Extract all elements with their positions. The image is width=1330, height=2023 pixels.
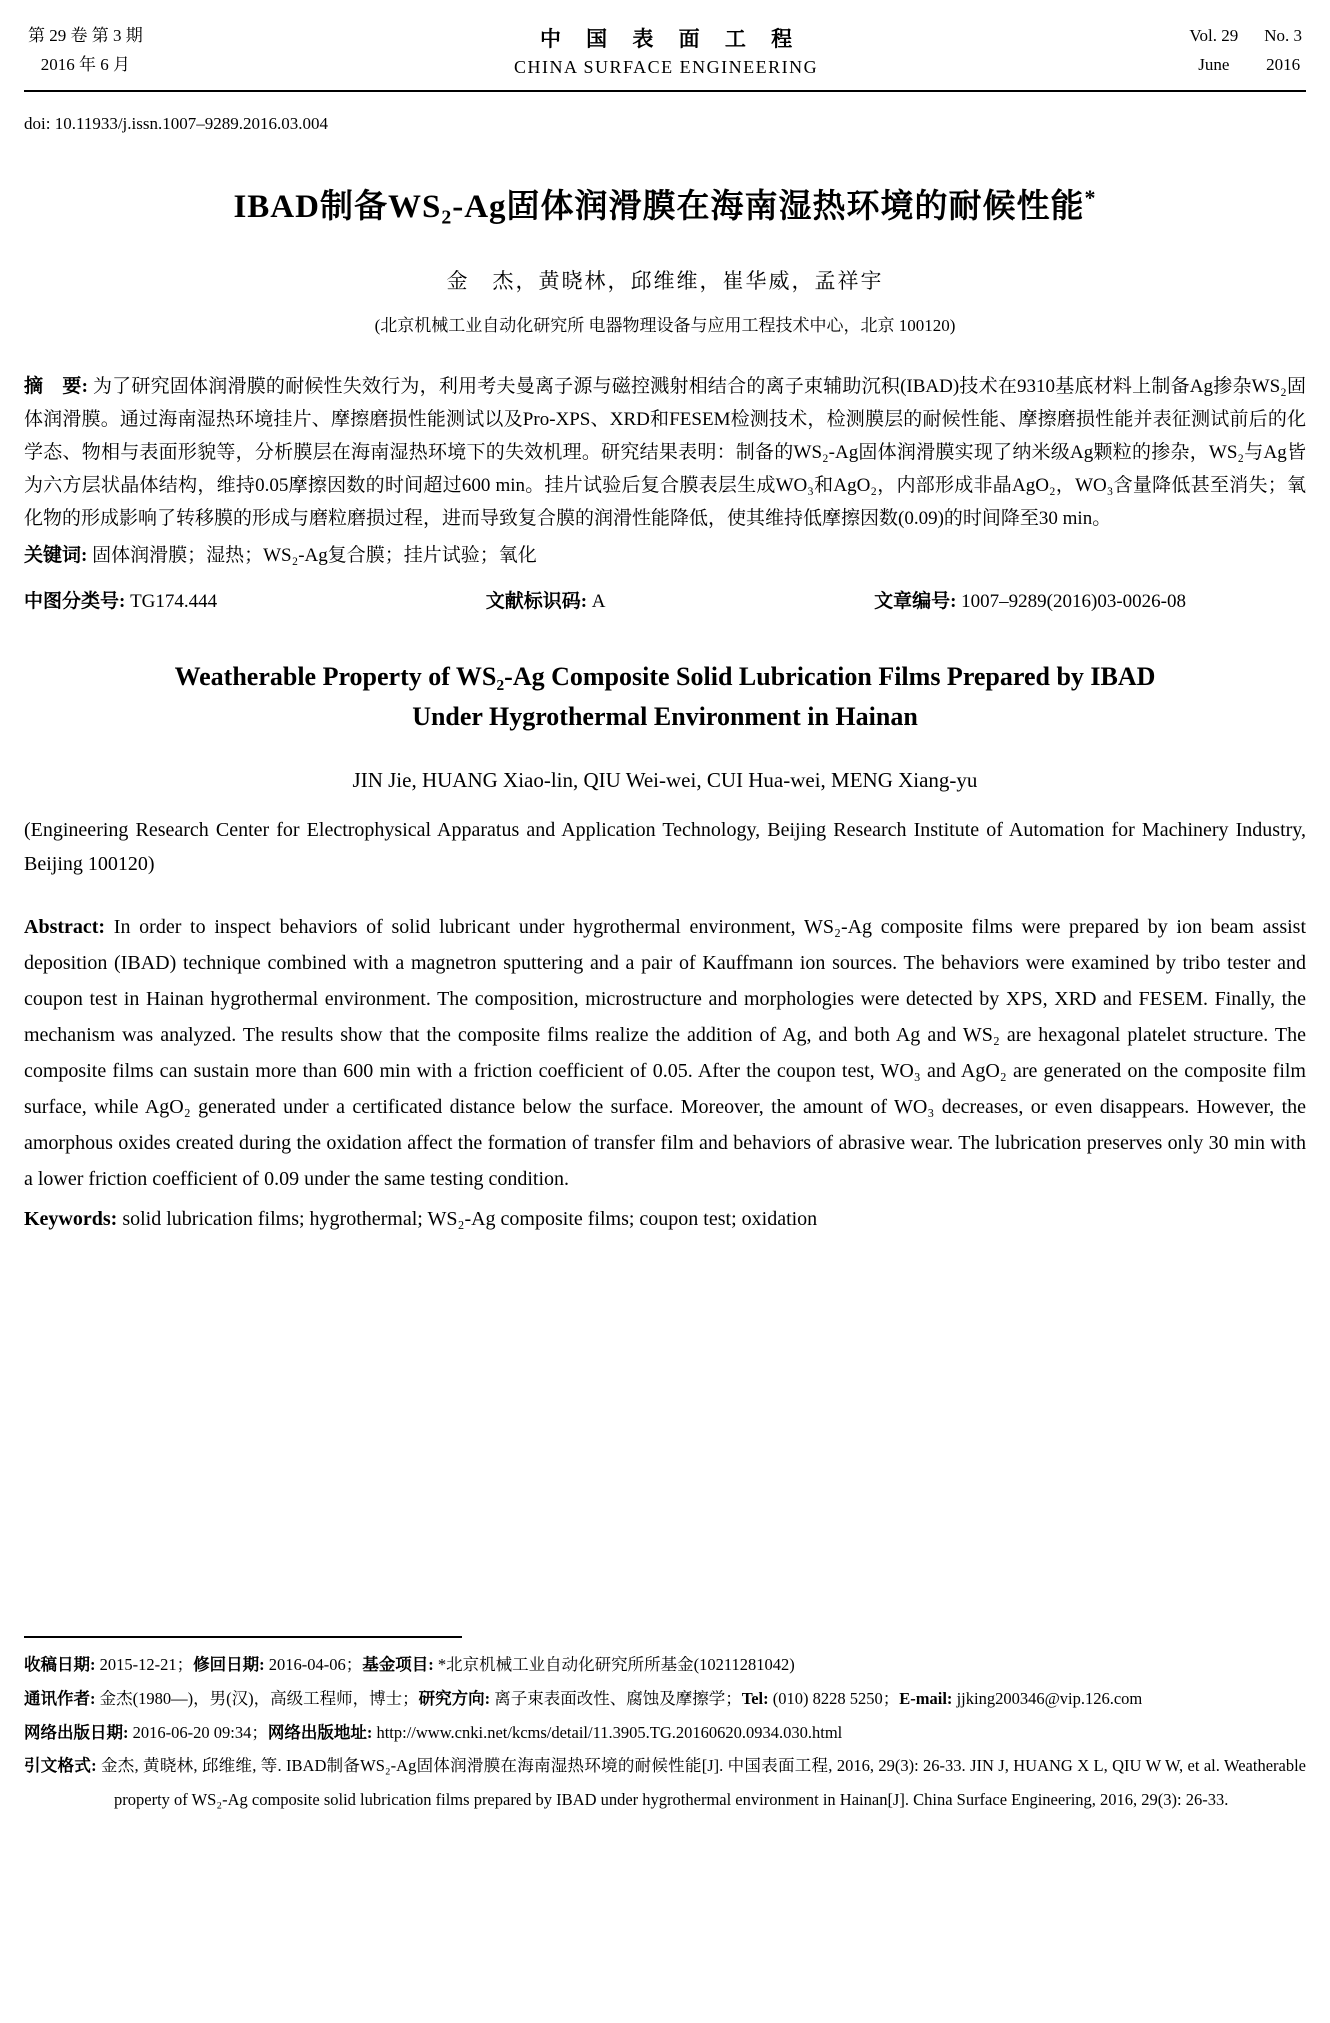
journal-name-zh: 中 国 表 面 工 程 [539,27,803,52]
issue-month: June [1198,54,1230,74]
footnote-separator [24,1636,462,1638]
issue-date-zh: 2016 年 6 月 [40,54,130,74]
document-code-label: 文献标识码: [485,591,592,613]
online-url-label: 网络出版地址: [267,1722,377,1742]
clc-label: 中图分类号: [24,591,131,613]
citation-text: 金杰, 黄晓林, 邱维维, 等. IBAD制备WS₂-Ag固体润滑膜在海南湿热环境的耐候性能[J]. 中国表面工程, 2016, 29(3): 26-33. JIN J, HUANG X L, QIU W W, et al. Weatherable property of WS₂-Ag composite solid lubrication films prepared by IBAD under hygrothermal environment in Hainan[J]. China Surface Engineering, 2016, 29(3): 26-33. [100,1756,1306,1810]
research-field-label: 研究方向: [418,1688,495,1708]
volume-info [1189,22,1302,80]
article-title-zh-text: IBAD制备WS₂-Ag固体润滑膜在海南湿热环境的耐候性能 [233,188,1085,225]
abstract-text-en: In order to inspect behaviors of solid lubricant under hygrothermal environment, WS₂-Ag composite films were prepared by ion beam assist deposition (IBAD) technique combined with a magnetron sputtering and a pair of Kauffmann ion sources. The behaviors were examined by tribo tester and coupon test in Hainan hygrothermal environment. The composition, microstructure and morphologies were detected by XPS, XRD and FESEM. Finally, the mechanism was analyzed. The results show that the composite films realize the addition of Ag, and both Ag and WS₂ are hexagonal platelet structure. The composite films can sustain more than 600 min with a friction coefficient of 0.05. After the coupon test, WO₃ and AgO₂ are generated on the composite film surface, while AgO₂ generated under a certificated distance below the surface. Moreover, the amount of WO₃ decreases, or even disappears. However, the amorphous oxides created during the oxidation affect the formation of transfer film and behaviors of abrasive wear. The lubrication preserves only 30 min with a lower friction coefficient of 0.09 under the same testing condition. [24,915,1307,1190]
received-date-label: 收稿日期: [24,1655,100,1674]
article-title-en [24,657,1306,738]
title-footnote-mark: * [1084,184,1097,210]
keywords-text-zh: 固体润滑膜；湿热；WS₂-Ag复合膜；挂片试验；氧化 [92,545,537,567]
online-url: http://www.cnki.net/kcms/detail/11.3905.TG.20160620.0934.030.html [376,1722,843,1742]
authors-zh: 金 杰，黄晓林，邱维维，崔华威，孟祥宇 [446,268,884,293]
keywords-label-en: Keywords: [24,1207,123,1230]
email-label: E-mail: [899,1688,957,1708]
issue-volume-zh: 第 29 卷 第 3 期 [28,26,143,45]
email-address: jjking200346@vip.126.com [956,1688,1143,1708]
article-title-zh [24,180,1306,227]
keywords-label-zh: 关键词: [24,545,93,567]
abstract-en [24,909,1306,1197]
clc-number [24,586,217,613]
abstract-label-en: Abstract: [24,915,114,938]
issue-info-zh [28,22,143,80]
keywords-zh [24,539,1306,572]
journal-name-en: CHINA SURFACE ENGINEERING [513,57,819,78]
affiliation-zh: (北京机械工业自动化研究所 电器物理设备与应用工程技术中心，北京 100120) [374,315,956,335]
journal-name [514,23,818,78]
online-date-label: 网络出版日期: [24,1722,133,1742]
keywords-en [24,1201,1306,1237]
journal-header [24,18,1306,92]
received-date: 2015-12-21； [99,1655,194,1674]
footnote-dates [24,1648,1306,1682]
keywords-text-en: solid lubrication films; hygrothermal; WS₂-Ag composite films; coupon test; oxidation [122,1207,818,1230]
corresponding-author-text: 金杰(1980—)，男(汉)，高级工程师，博士； [99,1688,419,1708]
tel-number: (010) 8228 5250； [772,1688,900,1708]
footnote-online-publication [24,1716,1306,1750]
fund-label: 基金项目: [362,1655,438,1674]
article-number-label: 文章编号: [874,591,962,613]
article-number-value: 1007–9289(2016)03-0026-08 [961,591,1186,613]
authors-en: JIN Jie, HUANG Xiao-lin, QIU Wei-wei, CUI Hua-wei, MENG Xiang-yu [352,767,978,792]
revised-date-label: 修回日期: [193,1655,269,1674]
online-date: 2016-06-20 09:34； [132,1722,268,1742]
doi-line: doi: 10.11933/j.issn.1007–9289.2016.03.004 [24,113,328,133]
research-field-text: 离子束表面改性、腐蚀及摩擦学； [494,1688,742,1708]
clc-value: TG174.444 [130,591,218,613]
citation-label: 引文格式: [24,1756,101,1776]
tel-label: Tel: [741,1688,773,1708]
footnote-citation [24,1749,1306,1817]
abstract-text-zh: 为了研究固体润滑膜的耐候性失效行为，利用考夫曼离子源与磁控溅射相结合的离子束辅助沉积(IBAD)技术在9310基底材料上制备Ag掺杂WS₂固体润滑膜。通过海南湿热环境挂片、摩擦磨损性能测试以及Pro-XPS、XRD和FESEM检测技术，检测膜层的耐候性能、摩擦磨损性能并表征测试前后的化学态、物相与表面形貌等，分析膜层在海南湿热环境下的失效机理。研究结果表明：制备的WS₂-Ag固体润滑膜实现了纳米级Ag颗粒的掺杂，WS₂与Ag皆为六方层状晶体结构，维持0.05摩擦因数的时间超过600 min。挂片试验后复合膜表层生成WO₃和AgO₂，内部形成非晶AgO₂，WO₃含量降低甚至消失；氧化物的形成影响了转移膜的形成与磨粒磨损过程，进而导致复合膜的润滑性能降低，使其维持低摩擦因数(0.09)的时间降至30 min。 [24,375,1306,529]
volume-number: Vol. 29 [1189,26,1239,45]
article-number [874,586,1186,613]
affiliation-en: (Engineering Research Center for Electrophysical Apparatus and Application Technology, Beijing Research Institute of Automation for Machinery Industry, Beijing 100120) [24,818,1306,875]
document-code [486,586,606,613]
abstract-zh [24,370,1306,535]
abstract-label-zh: 摘 要: [24,375,93,397]
classification-row [24,586,1306,613]
fund-text: *北京机械工业自动化研究所所基金(10211281042) [437,1655,795,1674]
footnote-corresponding-author [24,1682,1306,1716]
article-title-en-line1: Weatherable Property of WS₂-Ag Composite Solid Lubrication Films Prepared by IBAD [174,662,1156,692]
article-title-en-line2: Under Hygrothermal Environment in Hainan [412,702,918,732]
corresponding-author-label: 通讯作者: [24,1688,100,1708]
footnotes [24,1636,1306,1817]
revised-date: 2016-04-06； [268,1655,363,1674]
issue-year: 2016 [1266,54,1301,74]
issue-number: No. 3 [1264,26,1302,45]
document-code-value: A [591,591,606,613]
